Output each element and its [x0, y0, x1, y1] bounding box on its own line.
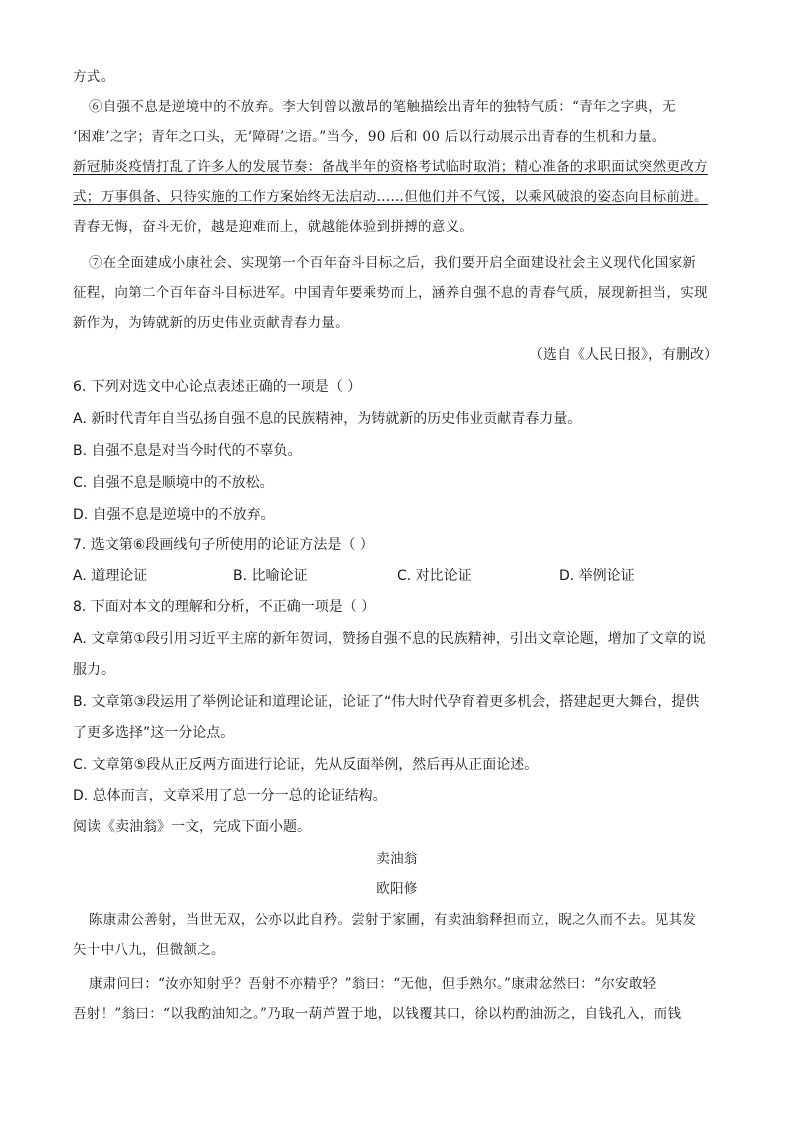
classical-line: 矢十中八九，但微颔之。 — [73, 942, 225, 958]
passage-line: ⑦在全面建成小康社会、实现第一个百年奋斗目标之后，我们要开启全面建设社会主义现代化国家新 — [89, 255, 697, 271]
passage-line: ‘困难’之字；青年之口头，无‘障碍’之语。”当今，90 后和 00 后以行动展示出青春的生机和力量。 — [73, 129, 666, 145]
question-6-option-b: B. 自强不息是对当今时代的不辜负。 — [73, 443, 302, 459]
classical-line: 陈康肃公善射，当世无双，公亦以此自矜。尝射于家圃，有卖油翁释担而立，睨之久而不去。见其发 — [89, 912, 697, 928]
passage-line: ⑥自强不息是逆境中的不放弃。李大钊曾以激昂的笔触描绘出青年的独特气质：“青年之字典，无 — [89, 99, 676, 115]
question-7-option-c: C. 对比论证 — [397, 568, 472, 584]
question-7-option-b: B. 比喻论证 — [233, 568, 308, 584]
question-8-option-c: C. 文章第⑤段从正反两方面进行论证，先从反面举例，然后再从正面论述。 — [73, 757, 539, 773]
question-7-stem: 7. 选文第⑥段画线句子所使用的论证方法是（ ） — [73, 537, 374, 553]
question-7-option-a: A. 道理论证 — [73, 568, 148, 584]
classical-title: 卖油翁 — [376, 851, 418, 867]
question-8-option-b: B. 文章第③段运用了举例论证和道理论证，论证了“伟大时代孕育着更多机会，搭建起更大舞台，提供 — [73, 694, 700, 710]
source-note: （选自《人民日报》，有删改） — [529, 347, 718, 363]
question-8-option-d: D. 总体而言，文章采用了总一分一总的论证结构。 — [73, 788, 387, 804]
passage-line: 征程，向第二个百年奋斗目标进军。中国青年要乘势而上，涵养自强不息的青春气质，展现新担当，实现 — [73, 285, 708, 301]
classical-line: 康肃问曰：“汝亦知射乎？吾射不亦精乎？”翁曰：“无他，但手熟尔。”康肃忿然曰：“尔安敢轻 — [89, 976, 657, 992]
question-6-option-a: A. 新时代青年自当弘扬自强不息的民族精神，为铸就新的历史伟业贡献青春力量。 — [73, 411, 582, 427]
question-7-option-d: D. 举例论证 — [559, 568, 635, 584]
classical-line: 吾射！”翁曰：“以我酌油知之。”乃取一葫芦置于地，以钱覆其口，徐以杓酌油沥之，自钱孔入，而钱 — [73, 1006, 682, 1022]
passage-line: 青春无悔，奋斗无价，越是迎难而上，就越能体验到拼搏的意义。 — [73, 219, 474, 235]
question-6-option-c: C. 自强不息是顺境中的不放松。 — [73, 475, 274, 491]
classical-author: 欧阳修 — [376, 881, 418, 897]
question-6-stem: 6. 下列对选文中心论点表述正确的一项是（ ） — [73, 379, 362, 395]
reading-intro: 阅读《卖油翁》一文，完成下面小题。 — [73, 819, 311, 835]
underlined-sentence: 式；万事俱备、只待实施的工作方案始终无法启动……但他们并不气馁，以乘风破浪的姿态向目标前进。 — [73, 189, 708, 205]
question-8-option-a: A. 文章第①段引用习近平主席的新年贺词，赞扬自强不息的民族精神，引出文章论题，增加了文章的说 — [73, 631, 706, 647]
underlined-sentence: 新冠肺炎疫情打乱了许多人的发展节奏：备战半年的资格考试临时取消；精心准备的求职面试突然更改方 — [73, 159, 708, 175]
passage-line: 新作为，为铸就新的历史伟业贡献青春力量。 — [73, 315, 349, 331]
question-8-option-b-cont: 了更多选择”这一分论点。 — [73, 725, 235, 741]
question-8-stem: 8. 下面对本文的理解和分析，不正确一项是（ ） — [73, 599, 376, 615]
passage-line: 方式。 — [73, 69, 115, 85]
question-6-option-d: D. 自强不息是逆境中的不放弃。 — [73, 507, 275, 523]
question-8-option-a-cont: 服力。 — [73, 662, 115, 678]
